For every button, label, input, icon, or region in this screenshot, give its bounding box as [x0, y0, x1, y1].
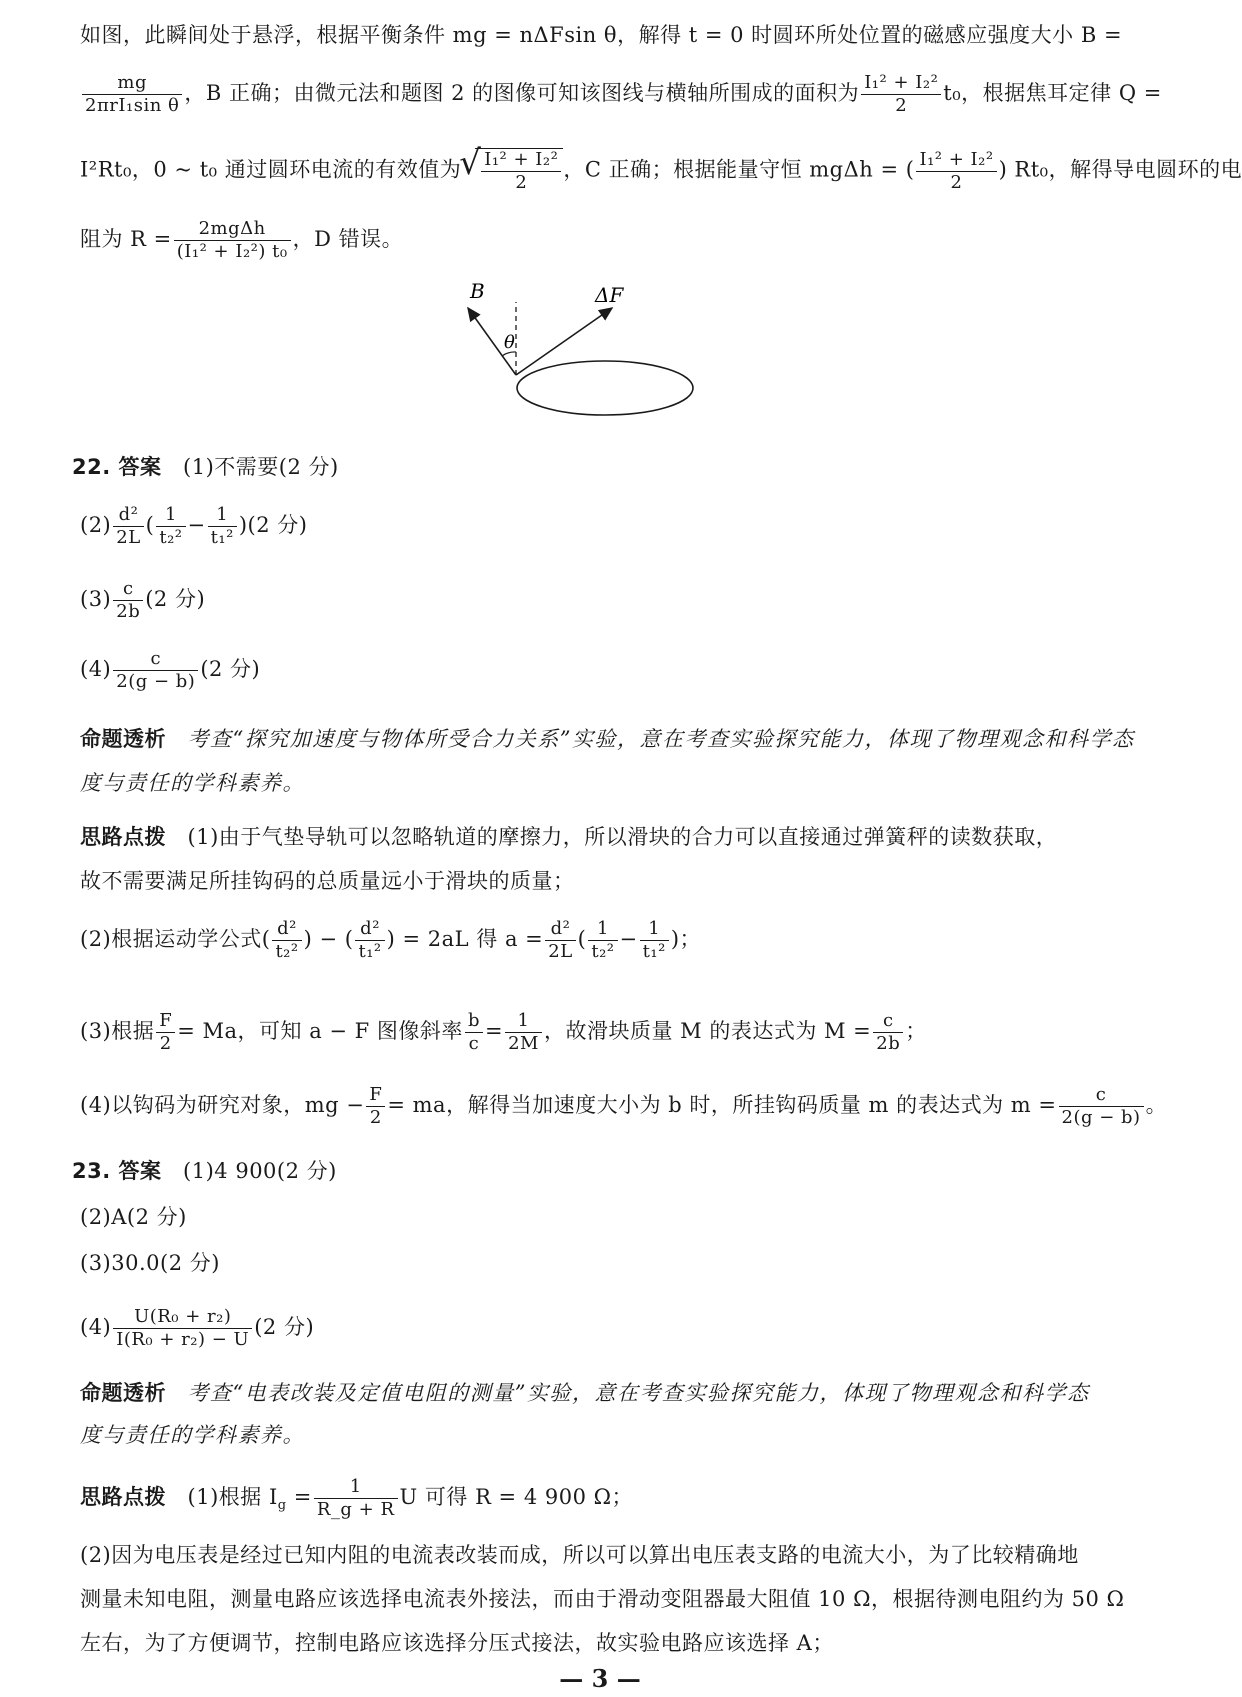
q21-line-4: 阻为 R = $\frac{\text{2mgΔh}}{\text{(I₁² + I₂²) t₀}}$ ，D 错误。	[80, 218, 404, 262]
ring-force-diagram	[450, 280, 690, 420]
force-arrow	[516, 308, 612, 375]
q22-hint-line-3: (2)根据运动学公式( $\frac{\text{d²}}{\text{t₂²}}$ ) − ( $\frac{\text{d²}}{\text{t₁²}}$ ) = 2aL 得 a = $\frac{\text{d²}}{2L}$ ( $\frac{1}{\text{t₂²}}$ − $\frac{1}{\text{t₁²}}$ )；	[80, 918, 702, 962]
q23-answer-line-2: (2)A(2 分)	[80, 1205, 187, 1229]
q21-fraction-b: $\frac{mg}{\text{2πrI₁sin θ}}$	[82, 72, 182, 117]
q22-hint-line-2: 故不需要满足所挂钩码的总质量远小于滑块的质量；	[80, 869, 575, 893]
label-delta-f: ΔF	[595, 283, 624, 307]
q23-intent-line-2: 度与责任的学科素养。	[80, 1423, 305, 1447]
q23-answer-line-1: 23. 答案 (1)4 900(2 分)	[72, 1159, 337, 1183]
label-b: B	[470, 279, 485, 303]
q22-hint-label: 思路点拨	[80, 825, 166, 849]
q21-text-1: 如图，此瞬间处于悬浮，根据平衡条件 mg = nΔFsin θ，解得 t = 0 时圆环所处位置的磁感应强度大小 B =	[80, 23, 1123, 47]
q22-heading: 22. 答案	[72, 455, 162, 479]
q22-intent-line-2: 度与责任的学科素养。	[80, 771, 305, 795]
q23-hint-line-1: 思路点拨 (1)根据 $I_g$ = $\frac{1}{R\_g + R}$ U 可得 R = 4 900 Ω；	[80, 1476, 634, 1520]
q23-hint-line-2: (2)因为电压表是经过已知内阻的电流表改装而成，所以可以算出电压表支路的电流大小，为了比较精确地	[80, 1543, 1079, 1567]
q23-intent-label: 命题透析	[80, 1381, 166, 1405]
q23-answer-line-3: (3)30.0(2 分)	[80, 1251, 220, 1275]
q21-fraction-energy: $\frac{\text{I₁² + I₂²}}{2}$	[916, 149, 996, 194]
q21-line-2: $\frac{mg}{\text{2πrI₁sin θ}}$ ，B 正确；由微元法和题图 2 的图像可知该图线与横轴所围成的面积为 $\frac{\text{I₁² + I₂²}}{2}$ t₀，根据焦耳定律 Q =	[80, 72, 1162, 117]
q21-line-1	[80, 20, 1122, 50]
q23-hint-line-3: 测量未知电阻，测量电路应该选择电流表外接法，而由于滑动变阻器最大阻值 10 Ω，根据待测电阻约为 50 Ω	[80, 1587, 1125, 1611]
q22-hint-line-5: (4)以钩码为研究对象，mg − $\frac{F}{2}$ = ma，解得当加速度大小为 b 时，所挂钩码质量 m 的表达式为 m = $\frac{c}{2(g - b)}$ 。	[80, 1084, 1168, 1128]
q22-hint-line-4: (3)根据 $\frac{F}{2}$ = Ma，可知 a − F 图像斜率 $\frac{b}{c}$ = $\frac{1}{2M}$ ，故滑块质量 M 的表达式为 M = $\frac{c}{2b}$ ；	[80, 1010, 927, 1054]
label-theta: θ	[504, 332, 515, 353]
ring-ellipse	[517, 361, 693, 415]
q22-answer-line-1: 22. 答案 (1)不需要(2 分)	[72, 455, 339, 479]
q23-heading: 23. 答案	[72, 1159, 162, 1183]
q23-answer-line-4: (4) $\frac{\text{U(R₀ + r₂)}}{\text{I(R₀ + r₂) − U}}$ (2 分)	[80, 1306, 315, 1350]
q21-line-3: I²Rt₀，0 ~ t₀ 通过圆环电流的有效值为 √ $\frac{\text{I₁² + I₂²}}{2}$ ，C 正确；根据能量守恒 mgΔh = ( $\frac{\text{I₁² + I₂²}}{2}$ ) Rt₀，解得导电圆环的电	[80, 148, 1242, 194]
q22-hint-line-1: 思路点拨 (1)由于气垫导轨可以忽略轨道的摩擦力，所以滑块的合力可以直接通过弹簧秤的读数获取，	[80, 825, 1058, 849]
q21-fraction-area: $\frac{\text{I₁² + I₂²}}{2}$	[861, 72, 941, 117]
q23-hint-line-4: 左右，为了方便调节，控制电路应该选择分压式接法，故实验电路应该选择 A；	[80, 1631, 834, 1655]
q22-answer-line-3: (3) $\frac{c}{2b}$ (2 分)	[80, 578, 206, 622]
page-number: — 3 —	[559, 1664, 641, 1693]
q23-hint-label: 思路点拨	[80, 1485, 166, 1509]
q22-intent-line-1: 命题透析 考查“探究加速度与物体所受合力关系”实验，意在考查实验探究能力，体现了物理观念和科学态	[80, 727, 1135, 751]
q21-sqrt: √ $\frac{\text{I₁² + I₂²}}{2}$	[475, 148, 563, 194]
q23-intent-line-1: 命题透析 考查“电表改装及定值电阻的测量”实验，意在考查实验探究能力，体现了物理观念和科学态	[80, 1381, 1090, 1405]
q21-fraction-r: $\frac{\text{2mgΔh}}{\text{(I₁² + I₂²) t₀}}$	[174, 218, 291, 263]
q22-answer-line-2: (2) $\frac{\text{d²}}{2L}$ ( $\frac{1}{\text{t₂²}}$ − $\frac{1}{\text{t₁²}}$ )(2 分)	[80, 504, 308, 548]
q22-answer-line-4: (4) $\frac{c}{2(g - b)}$ (2 分)	[80, 648, 261, 692]
q22-intent-label: 命题透析	[80, 727, 166, 751]
